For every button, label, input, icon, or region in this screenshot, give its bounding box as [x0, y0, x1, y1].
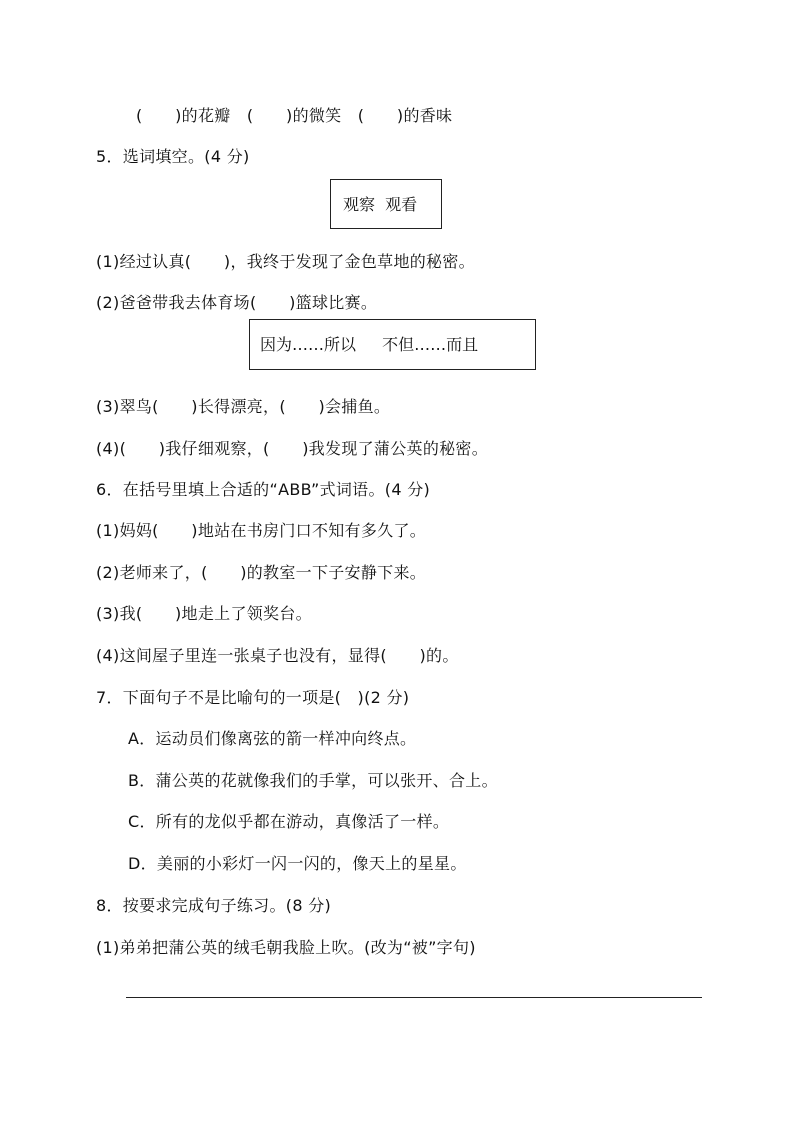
q5-item-4: (4)( )我仔细观察，( )我发现了蒲公英的秘密。	[96, 439, 489, 458]
q5-title: 5．选词填空。(4 分)	[96, 147, 250, 166]
q6-title: 6．在括号里填上合适的“ABB”式词语。(4 分)	[96, 480, 431, 499]
q7-option-d: D．美丽的小彩灯一闪一闪的，像天上的星星。	[128, 854, 467, 873]
q7-option-b: B．蒲公英的花就像我们的手掌，可以张开、合上。	[128, 771, 498, 790]
q7-option-a: A．运动员们像离弦的箭一样冲向终点。	[128, 729, 417, 748]
q7-title: 7．下面句子不是比喻句的一项是( )(2 分)	[96, 688, 410, 707]
q5-item-1: (1)经过认真( )，我终于发现了金色草地的秘密。	[96, 252, 475, 271]
q8-answer-line[interactable]	[126, 997, 702, 998]
q8-title: 8．按要求完成句子练习。(8 分)	[96, 896, 332, 915]
q8-item-1: (1)弟弟把蒲公英的绒毛朝我脸上吹。(改为“被”字句)	[96, 938, 476, 957]
q6-item-2: (2)老师来了，( )的教室一下子安静下来。	[96, 563, 427, 582]
q5-item-2: (2)爸爸带我去体育场( )篮球比赛。	[96, 293, 378, 312]
q5-word-box-2: 因为……所以 不但……而且	[249, 319, 536, 370]
q4-fill-blanks: ( )的花瓣 ( )的微笑 ( )的香味	[136, 106, 453, 125]
q5-word-box-1: 观察 观看	[330, 179, 442, 229]
q6-item-4: (4)这间屋子里连一张桌子也没有，显得( )的。	[96, 646, 459, 665]
q6-item-1: (1)妈妈( )地站在书房门口不知有多久了。	[96, 521, 427, 540]
q6-item-3: (3)我( )地走上了领奖台。	[96, 604, 312, 623]
q7-option-c: C．所有的龙似乎都在游动，真像活了一样。	[128, 812, 450, 831]
q5-item-3: (3)翠鸟( )长得漂亮，( )会捕鱼。	[96, 397, 391, 416]
